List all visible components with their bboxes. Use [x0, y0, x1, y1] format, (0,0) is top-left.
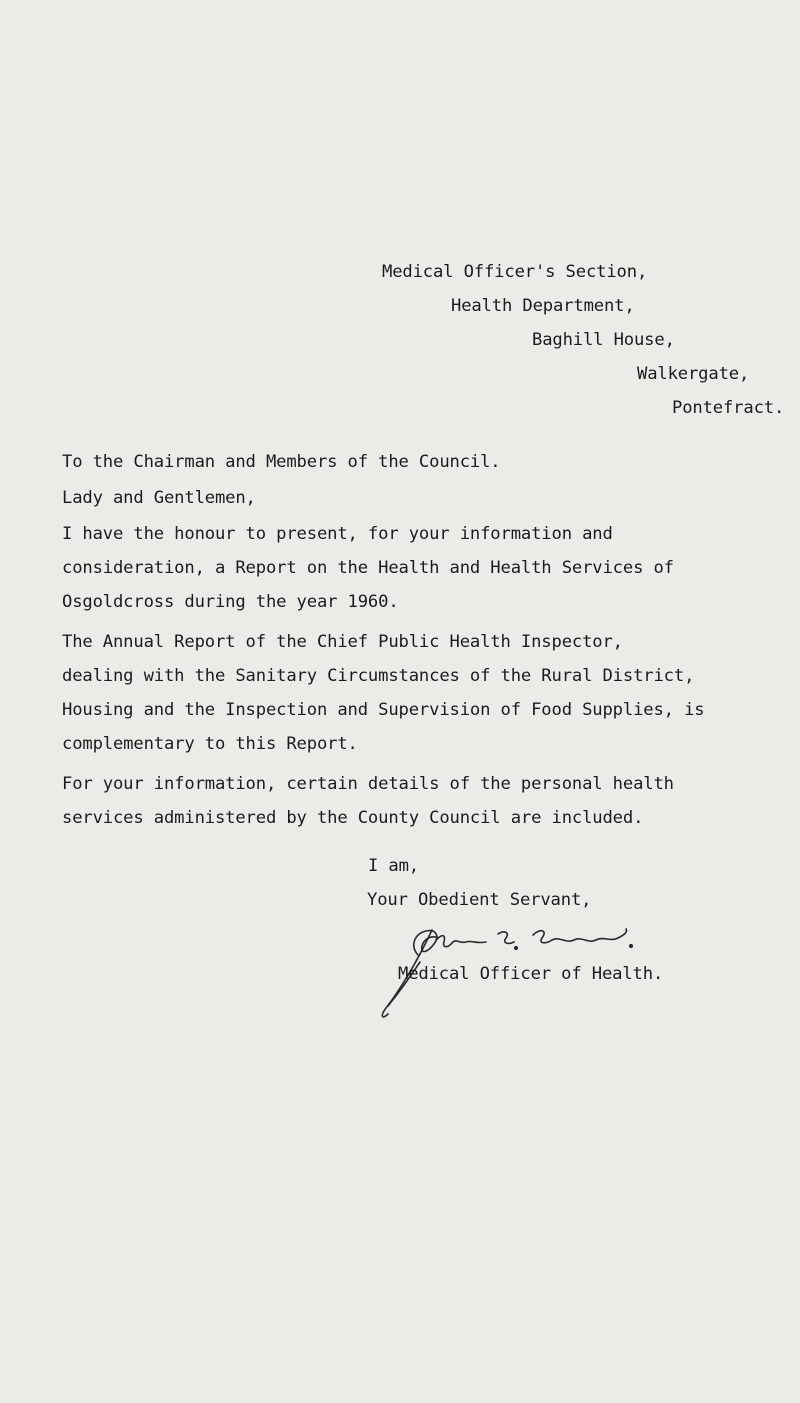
paragraph-line: I have the honour to present, for your information and: [62, 524, 613, 544]
paragraph-line: The Annual Report of the Chief Public Health Inspector,: [62, 632, 623, 652]
signature-dot: [630, 945, 633, 948]
paragraph-line: Osgoldcross during the year 1960.: [62, 592, 399, 612]
address-line-1: Medical Officer's Section,: [382, 262, 648, 282]
address-line-4: Walkergate,: [637, 364, 750, 384]
closing-line-2: Your Obedient Servant,: [367, 890, 592, 910]
paragraph-line: Housing and the Inspection and Supervision of Food Supplies, is: [62, 700, 705, 720]
signature-dot: [515, 947, 518, 950]
paragraph-line: For your information, certain details of the personal health: [62, 774, 674, 794]
signature-stroke: [498, 932, 514, 943]
signature-stroke: [533, 929, 627, 943]
addressee-line: To the Chairman and Members of the Council.: [62, 452, 501, 472]
paragraph-line: complementary to this Report.: [62, 734, 358, 754]
greeting-line: Lady and Gentlemen,: [62, 488, 256, 508]
paragraph-line: dealing with the Sanitary Circumstances of the Rural District,: [62, 666, 695, 686]
address-line-5: Pontefract.: [672, 398, 785, 418]
address-line-3: Baghill House,: [532, 330, 675, 350]
paragraph-line: services administered by the County Council are included.: [62, 808, 644, 828]
address-line-2: Health Department,: [451, 296, 635, 316]
signature-stroke: [436, 936, 486, 947]
paragraph-line: consideration, a Report on the Health and Health Services of: [62, 558, 674, 578]
signatory-title: Medical Officer of Health.: [398, 964, 664, 984]
closing-line-1: I am,: [368, 856, 419, 876]
